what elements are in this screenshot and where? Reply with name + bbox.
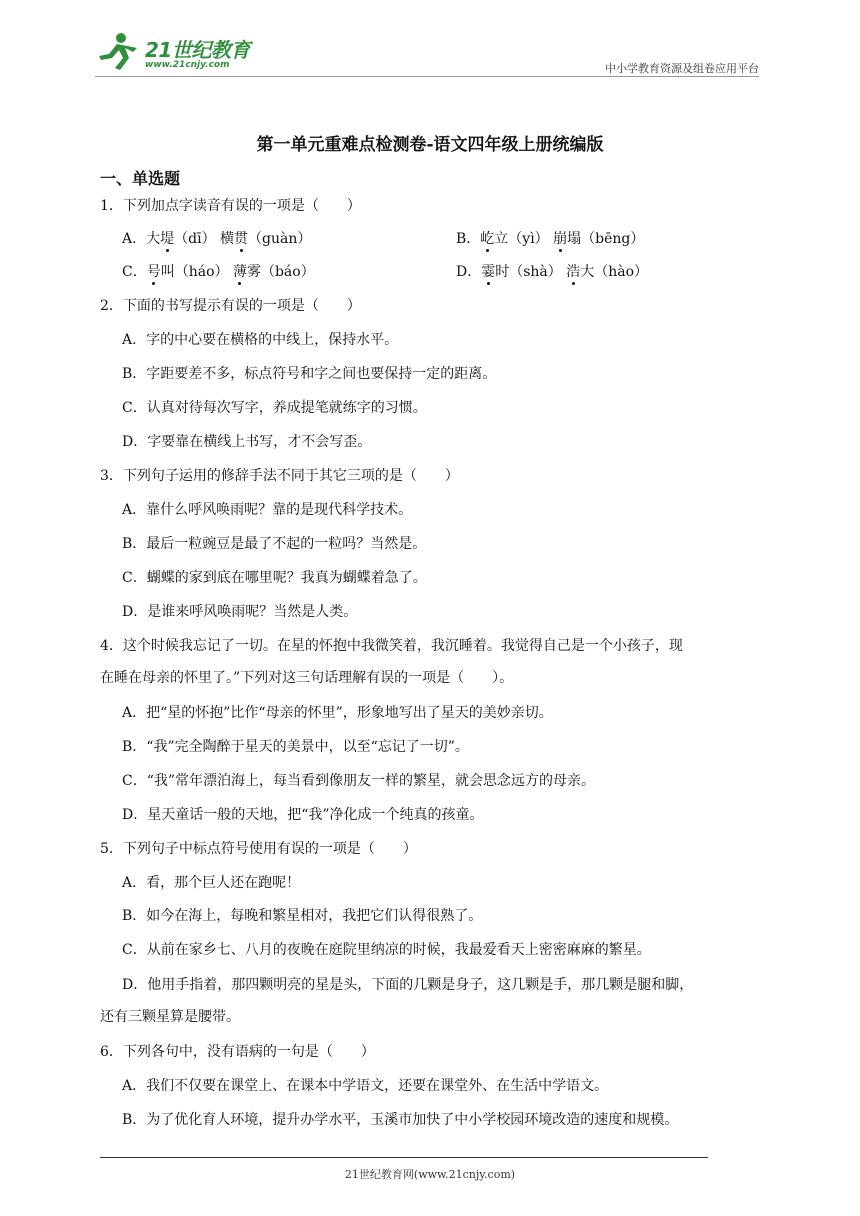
logo [95, 28, 265, 78]
q4-stem-line1: 4．这个时候我忘记了一切。在星的怀抱中我微笑着，我沉睡着。我觉得自己是一个小孩子，现 [100, 638, 683, 654]
logo-url: www.21cnjy.com [145, 60, 230, 70]
page-header [95, 28, 759, 80]
logo-text: 21世纪教育 [145, 38, 250, 62]
q1-d-text: D． [456, 264, 482, 280]
q1-d-text: 大（hào） [580, 264, 649, 280]
q1-c-dotted-char: 号 [146, 264, 161, 280]
q3-option-b: B．最后一粒豌豆是最了不起的一粒吗？当然是。 [122, 536, 427, 552]
q1-a-text: A．大 [122, 231, 161, 247]
q1-c-text: 叫（háo） [160, 264, 233, 280]
q5-option-d-line1: D．他用手指着，那四颗明亮的星是头，下面的几颗是身子，这几颗是手，那几颗是腿和脚， [122, 977, 694, 993]
q1-c-dotted-char: 薄 [232, 264, 247, 280]
footer-divider [100, 1157, 708, 1158]
q1-a-text: （guàn） [248, 231, 312, 247]
q2-option-c: C．认真对待每次写字，养成提笔就练字的习惯。 [122, 400, 427, 416]
q1-a-text: （dī） 横 [174, 231, 235, 247]
q1-option-a [122, 229, 311, 249]
q1-b-text: B． [456, 231, 481, 247]
q1-c-text: C． [122, 264, 147, 280]
q1-c-text: 雾（báo） [246, 264, 315, 280]
q6-option-a: A．我们不仅要在课堂上、在课本中学语文，还要在课堂外、在生活中学语文。 [122, 1078, 609, 1094]
q1-option-d [456, 262, 648, 282]
q4-stem-line2: 在睡在母亲的怀里了。”下列对这三句话理解有误的一项是（ ）。 [100, 670, 514, 686]
q1-a-dotted-char: 堤 [160, 231, 175, 247]
footer-text: 21世纪教育网(www.21cnjy.com) [344, 1168, 516, 1181]
q1-d-text: 时（shà） [495, 264, 567, 280]
q3-option-d: D．是谁来呼风唤雨呢？当然是人类。 [122, 604, 358, 620]
q4-option-d: D．星天童话一般的天地，把“我”净化成一个纯真的孩童。 [122, 807, 484, 823]
q3-option-a: A．靠什么呼风唤雨呢？靠的是现代科学技术。 [122, 502, 413, 518]
q4-option-c: C．“我”常年漂泊海上，每当看到像朋友一样的繁星，就会思念远方的母亲。 [122, 773, 596, 789]
q1-d-dotted-char: 霎 [481, 264, 496, 280]
page-title: 第一单元重难点检测卷-语文四年级上册统编版 [256, 135, 604, 155]
q4-option-b: B．“我”完全陶醉于星天的美景中，以至“忘记了一切”。 [122, 739, 469, 755]
runner-logo-icon [95, 32, 143, 72]
platform-name: 中小学教育资源及组卷应用平台 [605, 62, 759, 75]
q1-option-b [456, 229, 644, 249]
q1-stem: 1．下列加点字读音有误的一项是（ ） [100, 198, 361, 214]
q6-stem: 6．下列各句中，没有语病的一句是（ ） [100, 1044, 375, 1060]
q1-a-dotted-char: 贯 [234, 231, 249, 247]
q1-b-dotted-char: 屹 [480, 231, 495, 247]
q1-b-dotted-char: 崩 [553, 231, 568, 247]
q1-b-text: 立（yì） [494, 231, 554, 247]
q5-option-d-line2: 还有三颗星算是腰带。 [100, 1009, 240, 1025]
header-divider [95, 76, 759, 77]
q3-stem: 3．下列句子运用的修辞手法不同于其它三项的是（ ） [100, 468, 459, 484]
q5-option-b: B．如今在海上，每晚和繁星相对，我把它们认得很熟了。 [122, 908, 483, 924]
q1-option-c [122, 262, 315, 282]
q5-option-c: C．从前在家乡七、八月的夜晚在庭院里纳凉的时候，我最爱看天上密密麻麻的繁星。 [122, 942, 651, 958]
q3-option-c: C．蝴蝶的家到底在哪里呢？我真为蝴蝶着急了。 [122, 570, 427, 586]
q2-option-a: A．字的中心要在横格的中线上，保持水平。 [122, 332, 399, 348]
q1-d-dotted-char: 浩 [566, 264, 581, 280]
q6-option-b: B．为了优化育人环境，提升办学水平，玉溪市加快了中小学校园环境改造的速度和规模。 [122, 1112, 679, 1128]
q2-stem: 2．下面的书写提示有误的一项是（ ） [100, 298, 361, 314]
q2-option-b: B．字距要差不多，标点符号和字之间也要保持一定的距离。 [122, 366, 497, 382]
section-heading: 一、单选题 [100, 169, 181, 188]
q4-option-a: A．把“星的怀抱”比作“母亲的怀里”，形象地写出了星天的美妙亲切。 [122, 705, 553, 721]
q5-option-a: A．看，那个巨人还在跑呢！ [122, 875, 301, 891]
q5-stem: 5．下列句子中标点符号使用有误的一项是（ ） [100, 841, 417, 857]
q2-option-d: D．字要靠在横线上书写，才不会写歪。 [122, 434, 372, 450]
q1-b-text: 塌（bēng） [567, 231, 645, 247]
